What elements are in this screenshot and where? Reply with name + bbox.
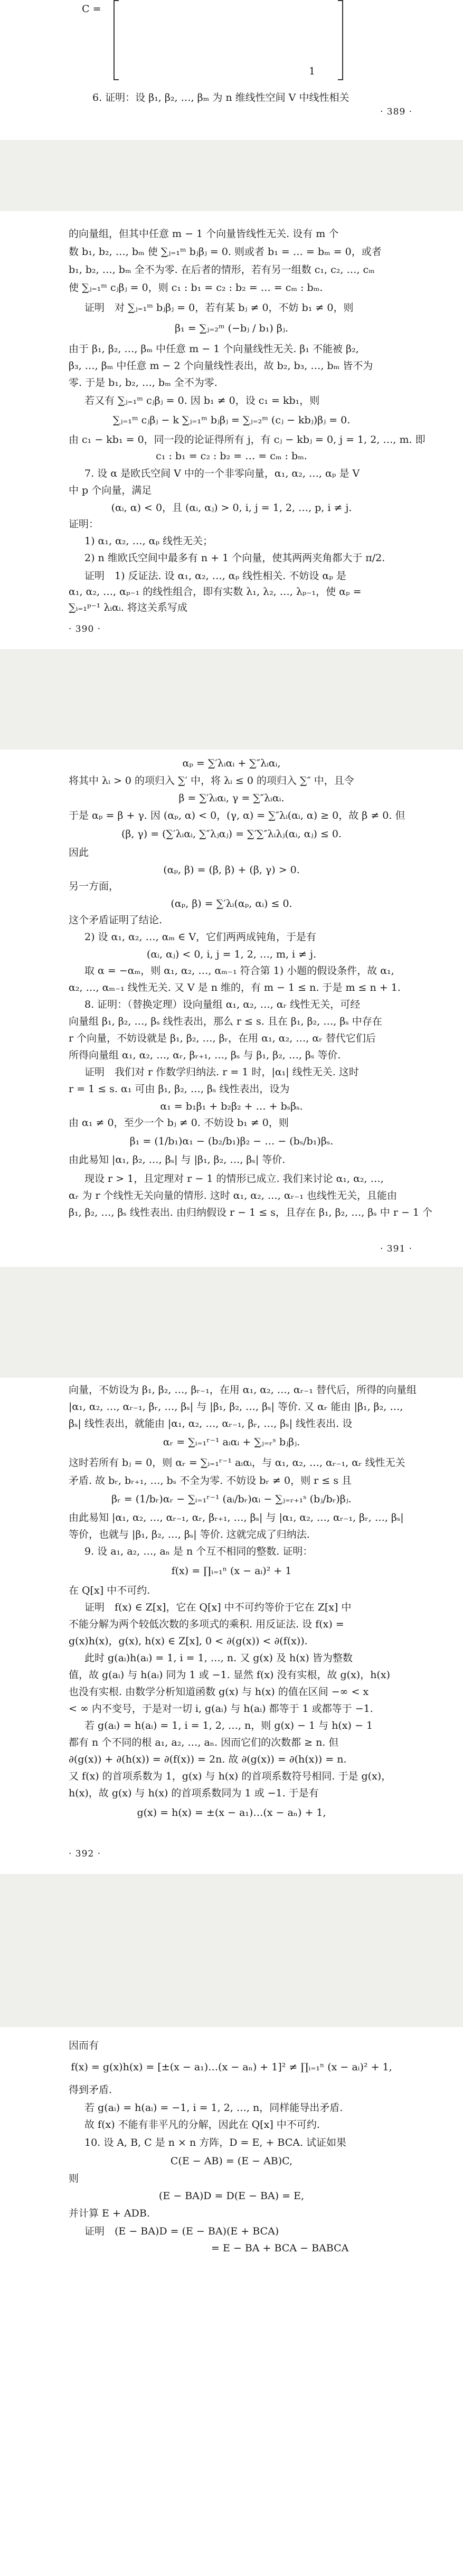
p391-formula-8: β₁ = (1/b₁)α₁ − (b₂/b₁)β₂ − … − (bₛ/b₁)βₛ. <box>129 1135 334 1147</box>
p393-formula-3: (E − BA)D = D(E − BA) = E, <box>158 2190 305 2202</box>
p390-line-19: 2) n 维欧氏空间中最多有 n + 1 个向量，使其两两夹角都大于 π/2. <box>84 552 385 564</box>
problem-6-heading: 6. 证明：设 β₁, β₂, …, βₘ 为 n 维线性空间 V 中线性相关 <box>92 92 349 103</box>
p390-line-20: 证明 1) 反证法. 设 α₁, α₂, …, αₚ 线性相关. 不妨设 αₚ 是 <box>84 570 346 582</box>
p391-formula-2: β = ∑′λᵢαᵢ, γ = ∑″λᵢαᵢ. <box>178 792 285 804</box>
p390-line-17: 证明： <box>69 518 99 530</box>
p392-line-24: h(x)，故 g(x) 与 h(x) 的首项系数同为 1 或 −1. 于是有 <box>69 1787 319 1799</box>
matrix-bracket-right <box>338 0 343 80</box>
p391-line-4: 于是 αₚ = β + γ. 因 (αₚ, α) < 0，(γ, α) = ∑″λᵢ(αᵢ, α) ≥ 0，故 β ≠ 0. 但 <box>69 810 405 821</box>
p391-line-27: β₁, β₂, …, βₛ 线性表出. 由归纳假设 r − 1 ≤ s，且存在 β₁, β₂, …, βₛ 中 r − 1 个 <box>69 1207 433 1218</box>
p390-line-10: 若又有 ∑ⱼ₌₁ᵐ cⱼβⱼ = 0. 因 b₁ ≠ 0，设 c₁ = kb₁，则 <box>84 395 320 406</box>
p391-line-24: 由此易知 |α₁, β₂, …, βₛ| 与 |β₁, β₂, …, βₛ| 等价. <box>69 1154 286 1166</box>
p391-formula-1: αₚ = ∑′λᵢαᵢ + ∑″λᵢαᵢ, <box>182 757 281 769</box>
p391-line-25: 现设 r > 1，且定理对 r − 1 的情形已成立. 我们来讨论 α₁, α₂, …, <box>84 1173 384 1185</box>
matrix-bracket-left <box>114 0 119 80</box>
p392-line-1: 向量，不妨设为 β₁, β₂, …, βᵣ₋₁，在用 α₁, α₂, …, αᵣ₋₁ 替代后，所得的向量组 <box>69 1384 417 1396</box>
p390-line-4: 使 ∑ⱼ₌₁ᵐ cⱼβⱼ = 0，则 c₁ : b₁ = c₂ : b₂ = … = cₘ : bₘ. <box>69 282 323 293</box>
p392-line-9: 等价，也就与 |β₁, β₂, …, βₛ| 等价. 这就完成了归纳法. <box>69 1529 310 1540</box>
p392-line-2: |α₁, α₂, …, αᵣ₋₁, βᵣ, …, βₛ| 与 |β₁, β₂, …, βₛ| 等价. 又 αᵣ 能由 |β₁, β₂, …, <box>69 1401 403 1413</box>
p390-line-14: 7. 设 α 是欧氏空间 V 中的一个非零向量，α₁, α₂, …, αₚ 是 V <box>84 468 360 479</box>
p391-formula-4: (αₚ, β) = (β, β) + (β, γ) > 0. <box>163 864 300 876</box>
page-gap <box>0 1267 463 1378</box>
p393-formula-2: C(E − AB) = (E − AB)C, <box>170 2155 293 2167</box>
page-391 <box>0 750 463 1240</box>
p391-line-6: 因此 <box>69 847 89 858</box>
p391-formula-5: (αₚ, β) = ∑′λᵢ(αₚ, αᵢ) ≤ 0. <box>171 898 292 910</box>
p391-line-14: α₂, …, αₘ₋₁ 线性无关. 又 V 是 n 维的，有 m − 1 ≤ n. 于是 m ≤ n + 1. <box>69 982 401 993</box>
p392-formula-1: αᵣ = ∑ᵢ₌₁ʳ⁻¹ aᵢαᵢ + ∑ⱼ₌ᵣˢ bⱼβⱼ. <box>163 1436 300 1448</box>
p391-line-16: 向量组 β₁, β₂, …, βₛ 线性表出，那么 r ≤ s. 且在 β₁, β₂, …, βₛ 中存在 <box>69 1016 382 1027</box>
p392-line-18: 也没有实根. 由数学分析知道函数 g(x) 与 h(x) 的值在区间 −∞ < x <box>69 1686 369 1698</box>
p390-formula-3: c₁ : b₁ = c₂ : b₂ = … = cₘ : bₘ. <box>156 450 307 462</box>
p392-line-12: 在 Q[x] 中不可约. <box>69 1585 150 1596</box>
p392-line-22: ∂(g(x)) + ∂(h(x)) = ∂(f(x)) = 2n. 故 ∂(g(x)) = ∂(h(x)) = n. <box>69 1754 347 1765</box>
page-392 <box>0 1378 463 1842</box>
p391-line-8: 另一方面， <box>69 880 119 892</box>
p392-line-14: 不能分解为两个较低次数的多项式的乘积. 用反证法. 设 f(x) = <box>69 1618 344 1630</box>
p393-formula-1: f(x) = g(x)h(x) = [±(x − a₁)…(x − aₙ) + 1]² ≠ ∏ᵢ₌₁ⁿ (x − aᵢ)² + 1, <box>71 2061 392 2073</box>
p390-formula-2: ∑ⱼ₌₁ᵐ cⱼβⱼ − k ∑ⱼ₌₁ᵐ bⱼβⱼ = ∑ⱼ₌₂ᵐ (cⱼ − kbⱼ)βⱼ = 0. <box>112 414 351 426</box>
page-number-390: · 390 · <box>69 624 101 634</box>
p393-line-1: 因而有 <box>69 2040 99 2051</box>
p390-line-22: ∑ᵢ₌₁ᵖ⁻¹ λᵢαᵢ. 将这关系写成 <box>69 602 187 613</box>
p390-formula-4: (αᵢ, α) < 0，且 (αᵢ, αⱼ) > 0, i, j = 1, 2, …, p, i ≠ j. <box>111 502 352 514</box>
page-number-389: · 389 · <box>380 107 413 117</box>
p391-line-17: r 个向量，不妨设就是 β₁, β₂, …, βᵣ，在用 α₁, α₂, …, αᵣ 替代它们后 <box>69 1033 376 1044</box>
p391-line-26: αᵣ 为 r 个线性无关向量的情形. 这时 α₁, α₂, …, αᵣ₋₁ 也线性无关，且能由 <box>69 1190 397 1201</box>
p393-line-8: 则 <box>69 2173 79 2184</box>
p391-line-18: 所得向量组 α₁, α₂, …, αᵣ, βᵣ₊₁, …, βₛ 与 β₁, β₂, …, βₛ 等价. <box>69 1049 341 1061</box>
page-gap <box>0 1874 463 2027</box>
page-gap <box>0 140 463 211</box>
p391-line-10: 这个矛盾证明了结论. <box>69 914 163 926</box>
p393-line-10: 并计算 E + ADB. <box>69 2208 150 2219</box>
p392-line-19: < ∞ 内不变号，于是对一切 i, g(aᵢ) 与 h(aᵢ) 都等于 1 或都等于 −1. <box>69 1703 373 1715</box>
p392-line-5: 这时若所有 bⱼ = 0，则 αᵣ = ∑ᵢ₌₁ʳ⁻¹ aᵢαᵢ，与 α₁, α₂, …, αᵣ₋₁, αᵣ 线性无关 <box>69 1457 405 1469</box>
p391-formula-6: (αᵢ, αⱼ) < 0, i, j = 1, 2, …, m, i ≠ j. <box>146 949 317 960</box>
matrix-last-row: 1 <box>309 65 316 77</box>
p392-line-21: 都有 n 个不同的根 a₁, a₂, …, aₙ. 因而它们的次数都 ≥ n. 但 <box>69 1737 339 1748</box>
p390-line-3: b₁, b₂, …, bₘ 全不为零. 在后者的情形，若有另一组数 c₁, c₂, …, cₘ <box>69 264 375 276</box>
p391-line-13: 取 α = −αₘ，则 α₁, α₂, …, αₘ₋₁ 符合第 1) 小题的假设条件，故 α₁, <box>84 965 394 977</box>
p392-line-23: 又 f(x) 的首项系数为 1，g(x) 与 h(x) 的首项系数符号相同. 于是 g(x)， <box>69 1770 392 1782</box>
p391-formula-3: (β, γ) = (∑′λᵢαᵢ, ∑″λⱼαⱼ) = ∑′∑″λᵢλⱼ(αᵢ, αⱼ) ≤ 0. <box>121 828 342 840</box>
p391-line-20: r = 1 ≤ s. α₁ 可由 β₁, β₂, …, βₛ 线性表出，设为 <box>69 1083 290 1095</box>
p390-line-9: 零. 于是 b₁, b₂, …, bₘ 全不为零. <box>69 377 218 389</box>
p391-line-19: 证明 我们对 r 作数学归纳法. r = 1 时，|α₁| 线性无关. 这时 <box>84 1066 359 1078</box>
p391-line-11: 2) 设 α₁, α₂, …, αₘ ∈ V，它们两两成钝角，于是有 <box>84 931 317 943</box>
p390-line-2: 数 b₁, b₂, …, bₘ 使 ∑ⱼ₌₁ᵐ bⱼβⱼ = 0. 则或者 b₁ = … = bₘ = 0，或者 <box>69 246 382 258</box>
p391-line-15: 8. 证明：（替换定理）设向量组 α₁, α₂, …, αᵣ 线性无关，可经 <box>84 999 361 1010</box>
p392-line-17: 值，故 g(aᵢ) 与 h(aᵢ) 同为 1 或 −1. 显然 f(x) 没有实根，故 g(x)，h(x) <box>69 1669 390 1681</box>
p390-line-8: β₃, …, βₘ 中任意 m − 2 个向量线性表出，故 b₂, b₃, …, bₘ 皆不为 <box>69 360 373 372</box>
p393-line-11: 证明 (E − BA)D = (E − BA)(E + BCA) <box>84 2225 279 2237</box>
p390-line-21: α₁, α₂, …, αₚ₋₁ 的线性组合，即有实数 λ₁, λ₂, …, λₚ₋₁，使 αₚ = <box>69 586 362 598</box>
p391-line-2: 将其中 λᵢ > 0 的项归入 ∑′ 中，将 λᵢ ≤ 0 的项归入 ∑″ 中，且令 <box>69 775 354 787</box>
p392-formula-4: g(x) = h(x) = ±(x − a₁)…(x − aₙ) + 1, <box>137 1807 326 1819</box>
p393-line-5: 故 f(x) 不能有非平凡的分解，因此在 Q[x] 中不可约. <box>84 2119 320 2130</box>
p392-line-10: 9. 设 a₁, a₂, …, aₙ 是 n 个互不相同的整数. 证明： <box>84 1546 313 1557</box>
p392-formula-3: f(x) = ∏ᵢ₌₁ⁿ (x − aᵢ)² + 1 <box>171 1565 292 1577</box>
p393-line-3: 得到矛盾. <box>69 2084 112 2096</box>
page-393 <box>0 2027 463 2576</box>
p392-line-3: βₛ| 线性表出，就能由 |α₁, α₂, …, αᵣ₋₁, βᵣ, …, βₛ| 线性表出. 设 <box>69 1418 353 1429</box>
p391-line-22: 由 α₁ ≠ 0，至少一个 bⱼ ≠ 0. 不妨设 b₁ ≠ 0，则 <box>69 1117 289 1129</box>
p392-line-8: 由此易知 |α₁, α₂, …, αᵣ₋₁, αᵣ, βᵣ₊₁, …, βₛ| 与 |α₁, α₂, …, αᵣ₋₁, βᵣ, …, βₛ| <box>69 1512 404 1523</box>
p392-line-20: 若 g(aᵢ) = h(aᵢ) = 1, i = 1, 2, …, n，则 g(x) − 1 与 h(x) − 1 <box>84 1720 373 1731</box>
p390-line-18: 1) α₁, α₂, …, αₚ 线性无关； <box>84 535 213 547</box>
page-390 <box>0 211 463 618</box>
p393-line-6: 10. 设 A, B, C 是 n × n 方阵，D = E, + BCA. 试证如果 <box>84 2137 347 2148</box>
p392-formula-2: βᵣ = (1/bᵣ)αᵣ − ∑ᵢ₌₁ʳ⁻¹ (aᵢ/bᵣ)αᵢ − ∑ⱼ₌ᵣ₊₁ˢ (bⱼ/bᵣ)βⱼ. <box>111 1493 352 1505</box>
p392-line-16: 此时 g(aᵢ)h(aᵢ) = 1, i = 1, …, n. 又 g(x) 及 h(x) 皆为整数 <box>84 1652 353 1664</box>
p392-line-13: 证明 f(x) ∈ Z[x]，它在 Q[x] 中不可约等价于它在 Z[x] 中 <box>84 1602 352 1613</box>
p390-line-12: 由 c₁ − kb₁ = 0，同一段的论证得所有 j，有 cⱼ − kbⱼ = 0, j = 1, 2, …, m. 即 <box>69 434 426 446</box>
p390-line-15: 中 p 个向量，满足 <box>69 485 152 496</box>
page-389 <box>0 0 463 140</box>
page-390-footer <box>0 618 463 649</box>
page-391-footer <box>0 1240 463 1267</box>
p390-formula-1: β₁ = ∑ⱼ₌₂ᵐ (−bⱼ / b₁) βⱼ. <box>175 323 288 334</box>
page-gap <box>0 649 463 750</box>
p392-line-15: g(x)h(x)，g(x), h(x) ∈ Z[x], 0 < ∂(g(x)) < ∂(f(x)). <box>69 1635 308 1647</box>
p391-formula-7: α₁ = b₁β₁ + b₂β₂ + … + bₛβₛ. <box>160 1101 303 1112</box>
matrix-label: C = <box>82 3 101 15</box>
p393-line-4: 若 g(aᵢ) = h(aᵢ) = −1, i = 1, 2, …, n，同样能导出矛盾. <box>84 2102 343 2114</box>
p393-line-12: = E − BA + BCA − BABCA <box>211 2242 349 2254</box>
p390-line-1: 的向量组，但其中任意 m − 1 个向量皆线性无关. 设有 m 个 <box>69 228 339 240</box>
p390-line-5: 证明 对 ∑ⱼ₌₁ᵐ bⱼβⱼ = 0，若有某 bⱼ ≠ 0，不妨 b₁ ≠ 0，则 <box>84 302 354 314</box>
page-number-391: · 391 · <box>380 1244 413 1254</box>
page-number-392: · 392 · <box>69 1849 101 1859</box>
page-392-footer <box>0 1842 463 1874</box>
p390-line-7: 由于 β₁, β₂, …, βₘ 中任意 m − 1 个向量线性无关. β₁ 不能被 β₂, <box>69 343 359 355</box>
p392-line-6: 矛盾. 故 bᵣ, bᵣ₊₁, …, bₛ 不全为零. 不妨设 bᵣ ≠ 0，则 r ≤ s 且 <box>69 1475 352 1486</box>
